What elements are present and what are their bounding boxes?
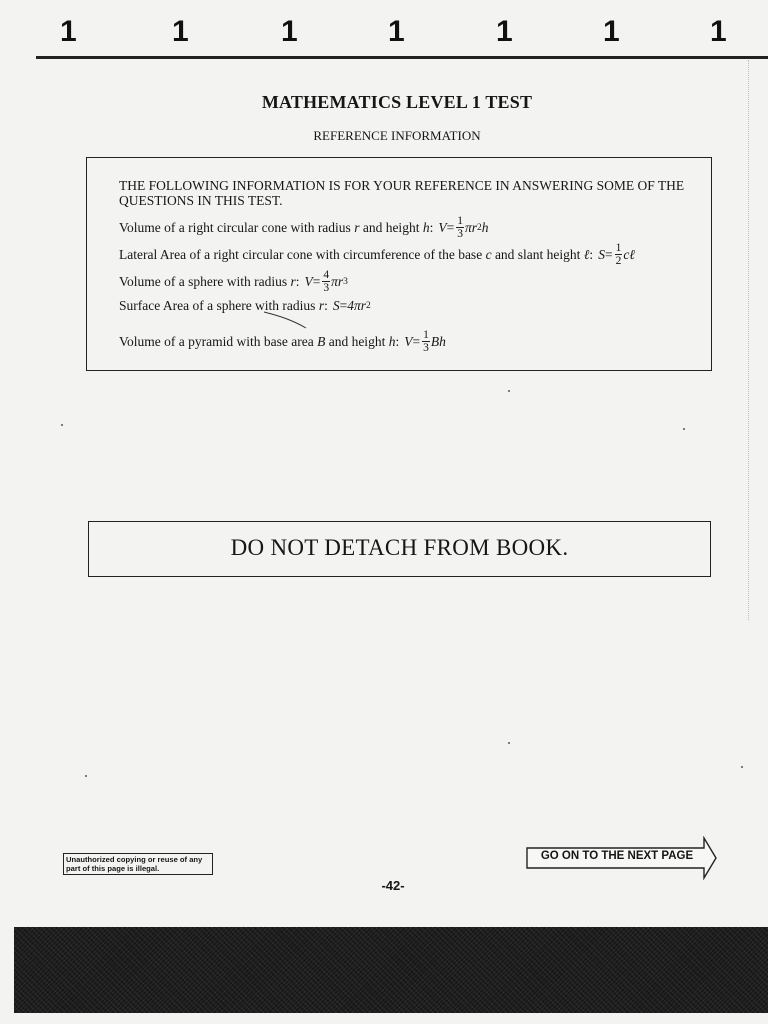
lhs: V	[404, 333, 413, 349]
colon: :	[324, 298, 328, 313]
colon: :	[395, 333, 400, 349]
reference-intro: THE FOLLOWING INFORMATION IS FOR YOUR REFERENCE IN ANSWERING SOME OF THE QUESTIONS IN THIS TEST.	[119, 178, 685, 208]
scan-noise-band	[14, 927, 768, 1013]
reference-subtitle: REFERENCE INFORMATION	[313, 128, 481, 143]
section-number-5: 1	[496, 15, 513, 48]
formula-text: Volume of a right circular cone with radius	[119, 219, 355, 235]
rhs-tail: h	[481, 219, 489, 235]
denominator: 2	[615, 255, 622, 267]
exponent: 2	[477, 222, 482, 233]
binding-edge	[748, 60, 768, 620]
section-number-2: 1	[172, 15, 189, 48]
denominator: 3	[457, 228, 463, 240]
scan-speck	[508, 742, 510, 744]
equals: =	[412, 333, 421, 349]
rhs: 4πr	[347, 298, 366, 313]
rhs: πr	[331, 273, 344, 289]
section-number-7: 1	[710, 15, 727, 48]
var-h: h	[422, 219, 430, 235]
lhs: V	[304, 273, 313, 289]
colon: :	[589, 246, 594, 262]
detach-notice: DO NOT DETACH FROM BOOK.	[230, 535, 569, 560]
numerator: 1	[615, 242, 622, 254]
section-number-6: 1	[603, 15, 620, 48]
rhs: Bh	[430, 333, 446, 349]
denominator: 3	[423, 342, 429, 354]
copyright-notice: Unauthorized copying or reuse of any part of this page is illegal.	[63, 853, 213, 875]
numerator: 1	[423, 329, 429, 341]
pen-mark	[262, 308, 310, 330]
formula-text: and height	[325, 333, 389, 349]
var-l: ℓ	[583, 246, 590, 262]
lhs: V	[438, 219, 447, 235]
header-rule	[36, 56, 768, 59]
lhs: S	[332, 298, 340, 313]
numerator: 4	[323, 269, 330, 281]
exponent: 3	[343, 276, 348, 287]
formula-cone-volume	[119, 216, 489, 239]
var-r: r	[354, 219, 360, 235]
formula-pyramid-volume	[119, 330, 446, 353]
var-b: B	[317, 333, 326, 349]
colon: :	[295, 273, 300, 289]
next-page-label[interactable]: GO ON TO THE NEXT PAGE	[540, 850, 694, 862]
scan-speck	[85, 775, 87, 777]
page-number: -42-	[381, 878, 405, 893]
equals: =	[312, 273, 321, 289]
var-h: h	[388, 333, 396, 349]
formula-text: and slant height	[491, 246, 584, 262]
scan-speck	[741, 766, 743, 768]
exponent: 2	[366, 301, 371, 311]
section-number-3: 1	[281, 15, 298, 48]
colon: :	[429, 219, 434, 235]
rhs: πr	[464, 219, 477, 235]
formula-cone-lateral-area	[119, 243, 635, 266]
section-number-4: 1	[388, 15, 405, 48]
var-r: r	[318, 298, 325, 313]
rhs: cℓ	[623, 246, 635, 262]
equals: =	[339, 298, 348, 313]
scan-speck	[683, 428, 685, 430]
test-title: MATHEMATICS LEVEL 1 TEST	[261, 92, 533, 112]
formula-text: Surface Area of a sphere with radius	[119, 298, 319, 313]
section-number-1: 1	[60, 15, 77, 48]
scan-speck	[508, 390, 510, 392]
var-r: r	[290, 273, 296, 289]
fraction	[422, 330, 430, 353]
scan-speck	[61, 424, 63, 426]
fraction	[456, 216, 464, 239]
fraction	[322, 270, 330, 293]
formula-text: Volume of a sphere with radius	[119, 273, 291, 289]
numerator: 1	[457, 215, 463, 227]
formula-text: and height	[359, 219, 423, 235]
var-c: c	[485, 246, 492, 262]
formula-sphere-volume	[119, 270, 348, 293]
equals: =	[604, 246, 613, 262]
fraction	[615, 243, 623, 266]
formula-sphere-surface-area	[119, 298, 371, 314]
lhs: S	[598, 246, 605, 262]
formula-text: Volume of a pyramid with base area	[119, 333, 318, 349]
denominator: 3	[323, 282, 330, 294]
equals: =	[446, 219, 455, 235]
formula-text: Lateral Area of a right circular cone with circumference of the base	[119, 246, 486, 262]
